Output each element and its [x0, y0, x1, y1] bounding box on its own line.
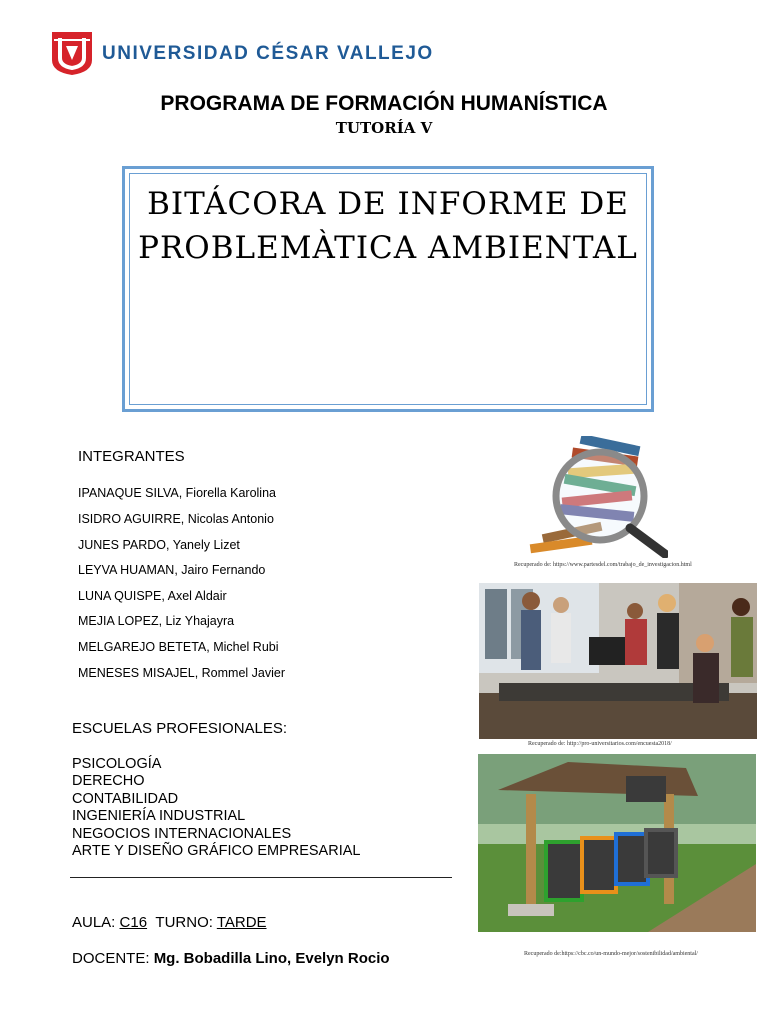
member-name: ISIDRO AGUIRRE, Nicolas Antonio	[78, 512, 274, 526]
title-line-2: PROBLEMÀTICA AMBIENTAL	[138, 230, 638, 266]
ucv-logo-icon	[50, 30, 94, 76]
member-name: MELGAREJO BETETA, Michel Rubi	[78, 640, 279, 654]
docente-name: Mg. Bobadilla Lino, Evelyn Rocio	[153, 950, 390, 967]
university-name: UNIVERSIDAD CÉSAR VALLEJO	[102, 43, 434, 64]
program-title: PROGRAMA DE FORMACIÓN HUMANÍSTICA	[160, 92, 608, 115]
title-box	[122, 166, 654, 412]
books-magnifier-image	[520, 436, 668, 558]
member-name: LUNA QUISPE, Axel Aldair	[78, 589, 227, 603]
school-item: INGENIERÍA INDUSTRIAL	[72, 808, 246, 824]
schools-heading: ESCUELAS PROFESIONALES:	[72, 720, 288, 737]
school-item: CONTABILIDAD	[72, 791, 179, 807]
aula-value: C16	[119, 914, 148, 931]
member-name: MEJIA LOPEZ, Liz Yhajayra	[78, 614, 235, 628]
members-heading: INTEGRANTES	[78, 448, 185, 465]
member-name: JUNES PARDO, Yanely Lizet	[78, 538, 240, 552]
turno-value: TARDE	[216, 914, 267, 931]
image-caption: Recuperado de: https://www.partesdel.com/trabajo_de_investigacion.html	[514, 562, 692, 568]
aula-label: AULA:	[72, 914, 116, 931]
member-name: LEYVA HUAMAN, Jairo Fernando	[78, 563, 266, 577]
member-name: IPANAQUE SILVA, Fiorella Karolina	[78, 486, 276, 500]
member-name: MENESES MISAJEL, Rommel Javier	[78, 666, 285, 680]
docente-label: DOCENTE:	[72, 950, 150, 967]
tutoria-label: TUTORÍA V	[335, 119, 433, 137]
divider-line	[70, 877, 452, 878]
team-meeting-image	[479, 583, 757, 739]
turno-label: TURNO:	[155, 914, 213, 931]
school-item: PSICOLOGÍA	[72, 756, 162, 772]
image-caption: Recuperado de: http://pro-universitarios.com/encuesta2018/	[528, 741, 672, 747]
school-item: DERECHO	[72, 773, 145, 789]
school-item: NEGOCIOS INTERNACIONALES	[72, 826, 292, 842]
school-item: ARTE Y DISEÑO GRÁFICO EMPRESARIAL	[72, 843, 361, 859]
title-line-1: BITÁCORA DE INFORME DE	[147, 186, 629, 222]
docente-line	[72, 950, 390, 967]
recycling-bins-image	[478, 754, 756, 932]
image-caption: Recuperado de:https://cbc.co/un-mundo-mejor/sostenibilidad/ambiental/	[524, 951, 698, 957]
aula-line	[72, 914, 267, 931]
